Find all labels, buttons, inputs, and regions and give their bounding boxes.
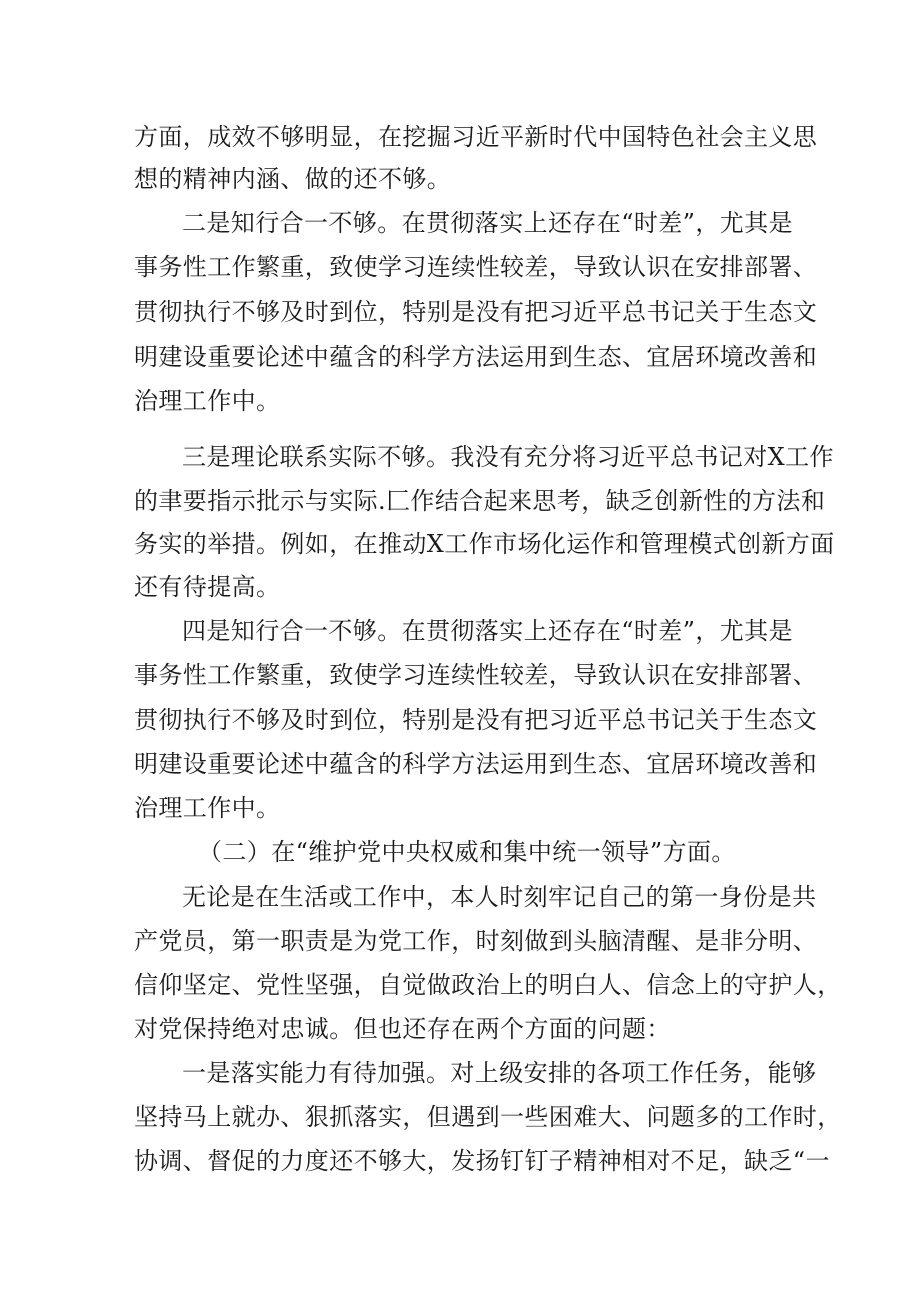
text-line: 事务性工作繁重，致使学习连续性较差，导致认识在安排部署、 bbox=[134, 661, 818, 689]
text-line: 事务性工作繁重，致使学习连续性较差，导致认识在安排部署、 bbox=[134, 253, 818, 281]
text-line: 务实的举措。例如，在推动X工作市场化运作和管理模式创新方面 bbox=[134, 530, 835, 558]
text-line: 明建设重要论述中蕴含的科学方法运用到生态、宜居环境改善和 bbox=[134, 343, 818, 371]
text-line: 明建设重要论述中蕴含的科学方法运用到生态、宜居环境改善和 bbox=[134, 750, 818, 778]
text-line: 对党保持绝对忠诚。但也还存在两个方面的问题： bbox=[134, 1015, 671, 1043]
text-line: 贯彻执行不够及时到位，特别是没有把习近平总书记关于生态文 bbox=[134, 706, 818, 734]
text-line: 产党员，第一职责是为党工作，时刻做到头脑清醒、是非分明、 bbox=[134, 927, 818, 955]
text-line: 贯彻执行不够及时到位，特别是没有把习近平总书记关于生态文 bbox=[134, 298, 818, 326]
paragraph-first-line: 二是知行合一不够。在贯彻落实上还存在“时差”，尤其是 bbox=[182, 209, 793, 237]
text-line: 治理工作中。 bbox=[134, 387, 281, 415]
text-line: 协调、督促的力度还不够大，发扬钉钉子精神相对不足，缺乏“一 bbox=[134, 1147, 830, 1175]
paragraph-first-line: 一是落实能力有待加强。对上级安排的各项工作任务，能够 bbox=[182, 1059, 817, 1087]
text-line: 方面，成效不够明显，在挖掘习近平新时代中国特色社会主义思 bbox=[134, 123, 818, 151]
text-line: 想的精神内涵、做的还不够。 bbox=[134, 165, 452, 193]
text-line: 治理工作中。 bbox=[134, 794, 281, 822]
text-line: 坚持马上就办、狠抓落实，但遇到一些困难大、问题多的工作时， bbox=[134, 1103, 842, 1131]
text-line: 的聿要指示批示与实际.匚作结合起来思考，缺乏创新性的方法和 bbox=[134, 487, 826, 515]
section-subheading: （二）在“维护党中央权威和集中统一领导”方面。 bbox=[198, 838, 736, 866]
text-line: 还有待提高。 bbox=[134, 573, 281, 601]
text-line: 信仰坚定、党性坚强，自觉做政治上的明白人、信念上的守护人， bbox=[134, 971, 842, 999]
paragraph-first-line: 三是理论联系实际不够。我没有充分将习近平总书记对X工作 bbox=[182, 443, 834, 471]
paragraph-first-line: 四是知行合一不够。在贯彻落实上还存在“时差”，尤其是 bbox=[182, 617, 793, 645]
paragraph-first-line: 无论是在生活或工作中，本人时刻牢记自己的第一身份是共 bbox=[182, 883, 817, 911]
